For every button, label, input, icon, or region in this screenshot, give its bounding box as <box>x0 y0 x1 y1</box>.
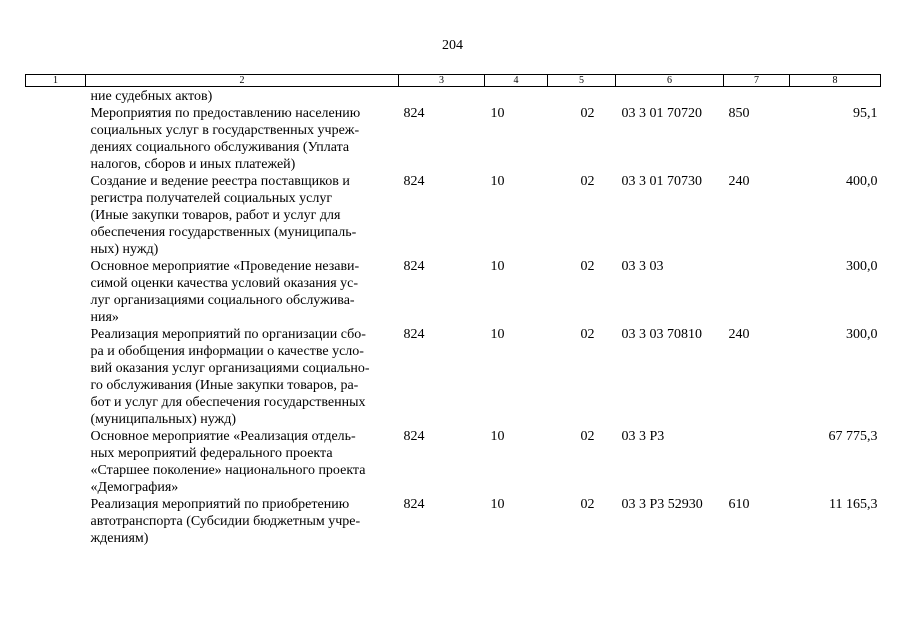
row-number-cell <box>26 496 86 547</box>
target-article-code-cell: 03 3 01 70720 <box>621 106 702 121</box>
description-line: ждениям) <box>90 531 149 546</box>
amount-cell: 300,0 <box>846 327 878 342</box>
target-article-code-cell: 03 3 P3 <box>621 429 665 444</box>
department-code-cell: 824 <box>403 106 425 121</box>
row-number-cell <box>26 105 86 173</box>
description-line: ных мероприятий федерального проекта <box>90 446 333 461</box>
description-line: бот и услуг для обеспечения государственных <box>90 395 366 410</box>
table-body <box>26 87 881 548</box>
table-row <box>26 428 881 496</box>
description-line: Реализация мероприятий по организации сбо- <box>90 327 366 342</box>
description-line: луг организациями социального обслужива- <box>90 293 355 308</box>
column-header: 2 <box>86 75 399 87</box>
column-header: 3 <box>399 75 485 87</box>
department-code-cell: 824 <box>403 327 425 342</box>
expense-type-code-cell: 240 <box>728 174 750 189</box>
description-line: обеспечения государственных (муниципаль- <box>90 225 357 240</box>
table-header <box>26 75 881 87</box>
amount-cell <box>790 87 881 106</box>
column-header: 8 <box>790 75 881 87</box>
description-line: Основное мероприятие «Реализация отдель- <box>90 429 356 444</box>
description-line: налогов, сборов и иных платежей) <box>90 157 296 172</box>
amount-cell: 67 775,3 <box>828 429 878 444</box>
target-article-code-cell <box>616 87 724 106</box>
description-cell <box>86 496 399 547</box>
subsection-code-cell <box>548 87 616 106</box>
section-code-cell <box>485 87 548 106</box>
row-number-cell <box>26 173 86 258</box>
description-line: Мероприятия по предоставлению населению <box>90 106 361 121</box>
target-article-code-cell: 03 3 03 <box>621 259 664 274</box>
subsection-code-cell: 02 <box>580 106 595 121</box>
department-code-cell: 824 <box>403 259 425 274</box>
column-header: 4 <box>485 75 548 87</box>
row-number-cell <box>26 258 86 326</box>
description-line: симой оценки качества условий оказания ус- <box>90 276 359 291</box>
department-code-cell: 824 <box>403 429 425 444</box>
table-row <box>26 87 881 106</box>
subsection-code-cell: 02 <box>580 174 595 189</box>
table-row <box>26 258 881 326</box>
expense-type-code-cell <box>724 428 790 496</box>
description-cell <box>86 87 399 106</box>
description-line: регистра получателей социальных услуг <box>90 191 333 206</box>
column-header: 6 <box>616 75 724 87</box>
description-line: «Демография» <box>90 480 179 495</box>
description-line: вий оказания услуг организациями социально- <box>90 361 370 376</box>
description-cell <box>86 326 399 428</box>
description-line: Создание и ведение реестра поставщиков и <box>90 174 350 189</box>
section-code-cell: 10 <box>490 106 505 121</box>
department-code-cell <box>399 87 485 106</box>
section-code-cell: 10 <box>490 429 505 444</box>
amount-cell: 95,1 <box>853 106 878 121</box>
column-header: 7 <box>724 75 790 87</box>
subsection-code-cell: 02 <box>580 497 595 512</box>
section-code-cell: 10 <box>490 497 505 512</box>
description-line: социальных услуг в государственных учреж- <box>90 123 360 138</box>
description-line: Основное мероприятие «Проведение незави- <box>90 259 360 274</box>
amount-cell: 11 165,3 <box>829 497 878 512</box>
expense-type-code-cell <box>724 258 790 326</box>
description-line: (муниципальных) нужд) <box>90 412 237 427</box>
expense-type-code-cell: 610 <box>728 497 750 512</box>
row-number-cell <box>26 428 86 496</box>
section-code-cell: 10 <box>490 327 505 342</box>
expense-type-code-cell: 850 <box>728 106 750 121</box>
row-number-cell <box>26 87 86 106</box>
subsection-code-cell: 02 <box>580 429 595 444</box>
table-row <box>26 496 881 547</box>
amount-cell: 300,0 <box>846 259 878 274</box>
description-line: ние судебных актов) <box>90 89 213 104</box>
description-line: дениях социального обслуживания (Уплата <box>90 140 350 155</box>
description-cell <box>86 428 399 496</box>
section-code-cell: 10 <box>490 174 505 189</box>
table-row <box>26 326 881 428</box>
description-line: го обслуживания (Иные закупки товаров, ра- <box>90 378 359 393</box>
subsection-code-cell: 02 <box>580 259 595 274</box>
budget-table <box>25 74 881 547</box>
description-line: ния» <box>90 310 119 325</box>
target-article-code-cell: 03 3 03 70810 <box>621 327 702 342</box>
page-number: 204 <box>442 38 463 53</box>
department-code-cell: 824 <box>403 174 425 189</box>
column-header: 1 <box>26 75 86 87</box>
section-code-cell: 10 <box>490 259 505 274</box>
row-number-cell <box>26 326 86 428</box>
description-cell <box>86 105 399 173</box>
description-cell <box>86 173 399 258</box>
description-line: «Старшее поколение» национального проекта <box>90 463 366 478</box>
amount-cell: 400,0 <box>846 174 878 189</box>
department-code-cell: 824 <box>403 497 425 512</box>
description-cell <box>86 258 399 326</box>
subsection-code-cell: 02 <box>580 327 595 342</box>
target-article-code-cell: 03 3 01 70730 <box>621 174 702 189</box>
expense-type-code-cell <box>724 87 790 106</box>
description-line: ра и обобщения информации о качестве усло- <box>90 344 364 359</box>
description-line: (Иные закупки товаров, работ и услуг для <box>90 208 341 223</box>
table-row <box>26 173 881 258</box>
description-line: автотранспорта (Субсидии бюджетным учре- <box>90 514 361 529</box>
target-article-code-cell: 03 3 P3 52930 <box>621 497 703 512</box>
expense-type-code-cell: 240 <box>728 327 750 342</box>
description-line: Реализация мероприятий по приобретению <box>90 497 350 512</box>
table-row <box>26 105 881 173</box>
description-line: ных) нужд) <box>90 242 159 257</box>
column-header: 5 <box>548 75 616 87</box>
